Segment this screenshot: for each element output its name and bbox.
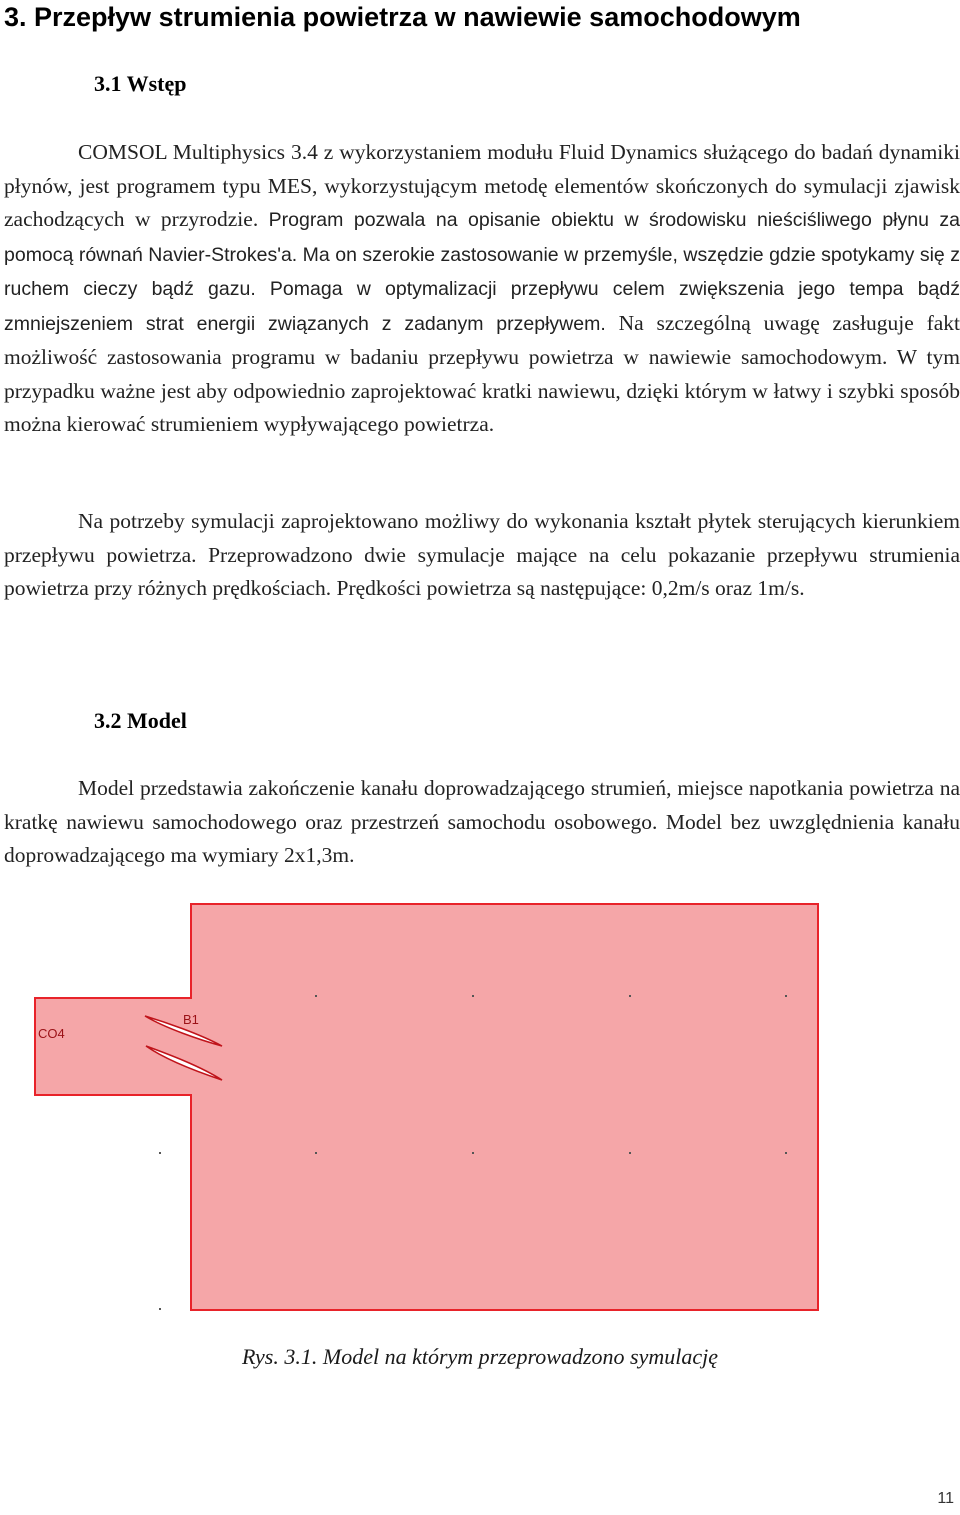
grid-dot xyxy=(785,995,787,997)
intro-paragraph-2: Na potrzeby symulacji zaprojektowano możliwy do wykonania kształt płytek sterujących kierunkiem przepływu powietrza. Przeprowadzono dwie symulacje mające na celu pokazanie przepływu strumienia powietrza przy różnych prędkościach. Prędkości powietrza są następujące: 0,2m/s oraz 1m/s. xyxy=(4,509,960,600)
chapter-heading: 3. Przepływ strumienia powietrza w nawiewie samochodowym xyxy=(4,2,801,32)
grid-dot xyxy=(629,995,631,997)
grid-dot xyxy=(159,1152,161,1154)
grid-dot xyxy=(472,1152,474,1154)
grid-dot xyxy=(472,995,474,997)
section-title-intro: 3.1 Wstęp xyxy=(94,71,187,96)
grid-dot xyxy=(315,995,317,997)
model-paragraph: Model przedstawia zakończenie kanału doprowadzającego strumień, miejsce napotkania powietrza na kratkę nawiewu samochodowego oraz przestrzeń samochodu osobowego. Model bez uwzględnienia kanału doprowadzającego ma wymiary 2x1,3m. xyxy=(4,776,960,867)
channel-label: CO4 xyxy=(38,1026,65,1041)
grid-dot xyxy=(315,1152,317,1154)
model-domain-shape xyxy=(35,904,818,1310)
figure-caption: Rys. 3.1. Model na którym przeprowadzono symulację xyxy=(242,1344,718,1369)
grid-dot xyxy=(159,1308,161,1310)
grid-dot xyxy=(785,1152,787,1154)
section-title-model: 3.2 Model xyxy=(94,708,187,733)
intro-paragraph-1 xyxy=(4,136,960,442)
intro-text-a: COMSOL Multiphysics 3.4 z wykorzystaniem modułu Fluid Dynamics służącego do badań dynamiki płynów, jest programem typu MES, wykorzystującym metodę elementów skończonych do symulacji zjawisk zachodzących w przyrodzie. xyxy=(4,140,960,231)
page-number: 11 xyxy=(937,1490,954,1507)
intro-text-c: Na szczególną uwagę zasługuje fakt możliwość zastosowania programu w badaniu przepływu powietrza w nawiewie samochodowym. W tym przypadku ważne jest aby odpowiednio zaprojektować kratki nawiewu, dzięki którym w łatwy i szybki sposób można kierować strumieniem wypływającego powietrza. xyxy=(4,310,960,436)
model-figure xyxy=(0,898,960,1318)
intro-text-b: Program pozwala na opisanie obiektu w środowisku nieściśliwego płynu za pomocą równań Navier-Strokes'a. Ma on szerokie zastosowanie w przemyśle, wszędzie gdzie spotykamy się z ruchem cieczy bądź gazu. Pomaga w optymalizacji przepływu celem zwiększenia jego tempa bądź zmniejszeniem strat energii związanych z zadanym przepływem. xyxy=(4,209,960,335)
grid-dot xyxy=(629,1152,631,1154)
blade-label: B1 xyxy=(183,1012,199,1027)
